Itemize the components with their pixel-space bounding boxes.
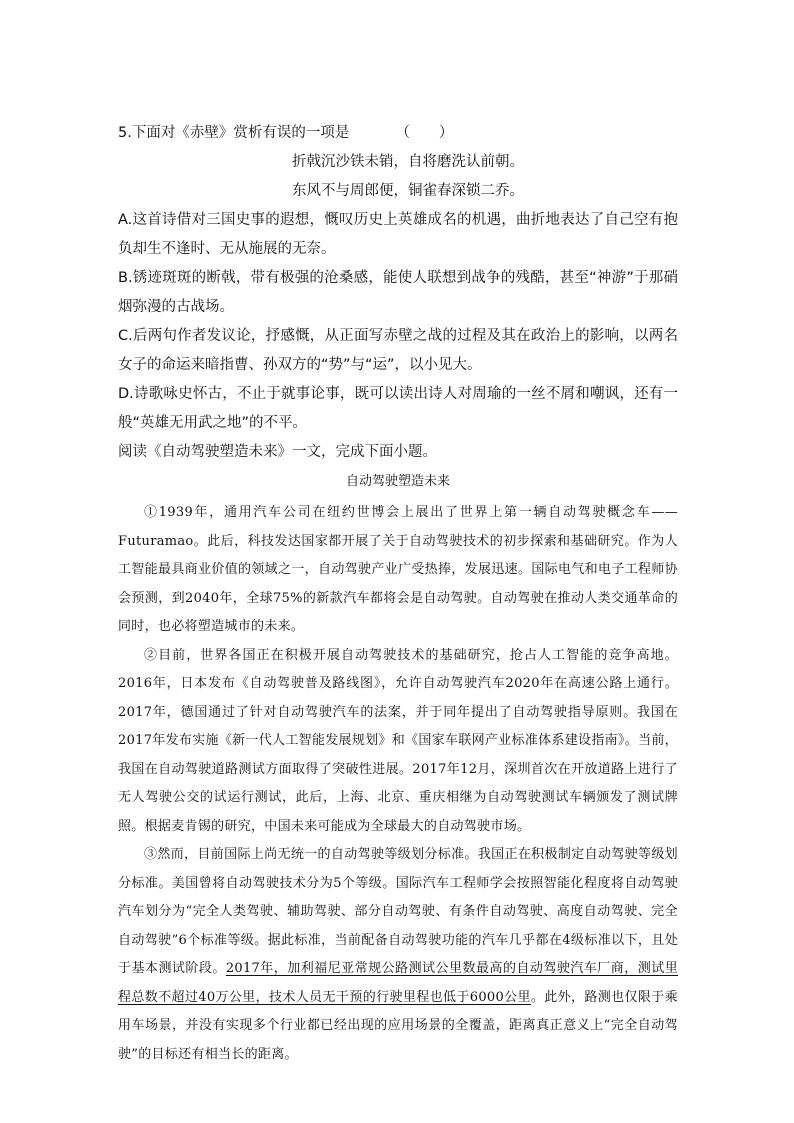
answer-bracket: （ ） — [395, 125, 454, 141]
question-stem-text: 5.下面对《赤壁》赏析有误的一项是 — [118, 125, 350, 141]
page-content — [118, 119, 678, 1069]
reading-intro: 阅读《自动驾驶塑造未来》一文，完成下面小题。 — [118, 444, 437, 460]
article-paragraph-1: ①1939年，通用汽车公司在纽约世博会上展出了世界上第一辆自动驾驶概念车——Futuramao。此后，科技发达国家都开展了关于自动驾驶技术的初步探索和基础研究。作为人工智能最具商业价值的领域之一，自动驾驶产业广受热捧，发展迅速。国际电气和电子工程师协会预测，到2040年，全球75%的新款汽车都将会是自动驾驶。自动驾驶在推动人类交通革命的同时，也必将塑造城市的未来。 — [118, 505, 678, 634]
underlined-sentence: 2017年，加利福尼亚常规公路测试公里数最高的自动驾驶汽车厂商，测试里程总数不超过40万公里，技术人员无干预的行驶里程也低于6000公里 — [118, 961, 678, 1005]
option-c: C.后两句作者发议论，抒感慨，从正面写赤壁之战的过程及其在政治上的影响，以两名女子的命运来暗指曹、孙双方的“势”与“运”，以小见大。 — [118, 328, 678, 373]
poem-line-2: 东风不与周郎便，铜雀春深锁二乔。 — [292, 183, 524, 199]
option-d: D.诗歌咏史怀古，不止于就事论事，既可以读出诗人对周瑜的一丝不屑和嘲讽，还有一般“英雄无用武之地”的不平。 — [118, 386, 678, 431]
option-a: A.这首诗借对三国史事的遐想，慨叹历史上英雄成名的机遇，曲折地表达了自己空有抱负却生不逢时、无从施展的无奈。 — [118, 212, 678, 257]
paragraph-3-start: ③然而，目前国际上尚无统一的自动驾驶等级划分标准。我国正在积极制定自动驾驶等级划分标准。美国曾将自动驾驶技术分为5个等级。国际汽车工程师学会按照智能化程度将自动驾驶汽车划分为“完全人类驾驶、辅助驾驶、部分自动驾驶、有条件自动驾驶、高度自动驾驶、完全自动驾驶”6个标准等级。据此标准，当前配备自动驾驶功能的汽车几乎都在4级标准以下，且处于基本测试阶段。 — [118, 847, 678, 976]
paragraph-3-end: 。此外，路测也仅限于乘用车场景，并没有实现多个行业都已经出现的应用场景的全覆盖，距离真正意义上“完全自动驾驶”的目标还有相当长的距离。 — [118, 989, 678, 1062]
poem-line-1: 折戟沉沙铁未销，自将磨洗认前朝。 — [292, 154, 524, 170]
article-paragraph-3 — [118, 841, 678, 1069]
article-title: 自动驾驶塑造未来 — [345, 474, 450, 489]
option-b: B.锈迹斑斑的断戟，带有极强的沧桑感，能使人联想到战争的残酷，甚至“神游”于那硝烟弥漫的古战场。 — [118, 270, 678, 315]
article-paragraph-2: ②目前，世界各国正在积极开展自动驾驶技术的基础研究，抢占人工智能的竞争高地。2016年，日本发布《自动驾驶普及路线图》，允许自动驾驶汽车2020年在高速公路上通行。2017年，德国通过了针对自动驾驶汽车的法案，并于同年提出了自动驾驶指导原则。我国在2017年发布实施《新一代人工智能发展规划》和《国家车联网产业标准体系建设指南》。当前，我国在自动驾驶道路测试方面取得了突破性进展。2017年12月，深圳首次在开放道路上进行了无人驾驶公交的试运行测试，此后，上海、北京、重庆相继为自动驾驶测试车辆颁发了测试牌照。根据麦肯锡的研究，中国未来可能成为全球最大的自动驾驶市场。 — [118, 647, 678, 834]
question-stem — [118, 119, 678, 148]
